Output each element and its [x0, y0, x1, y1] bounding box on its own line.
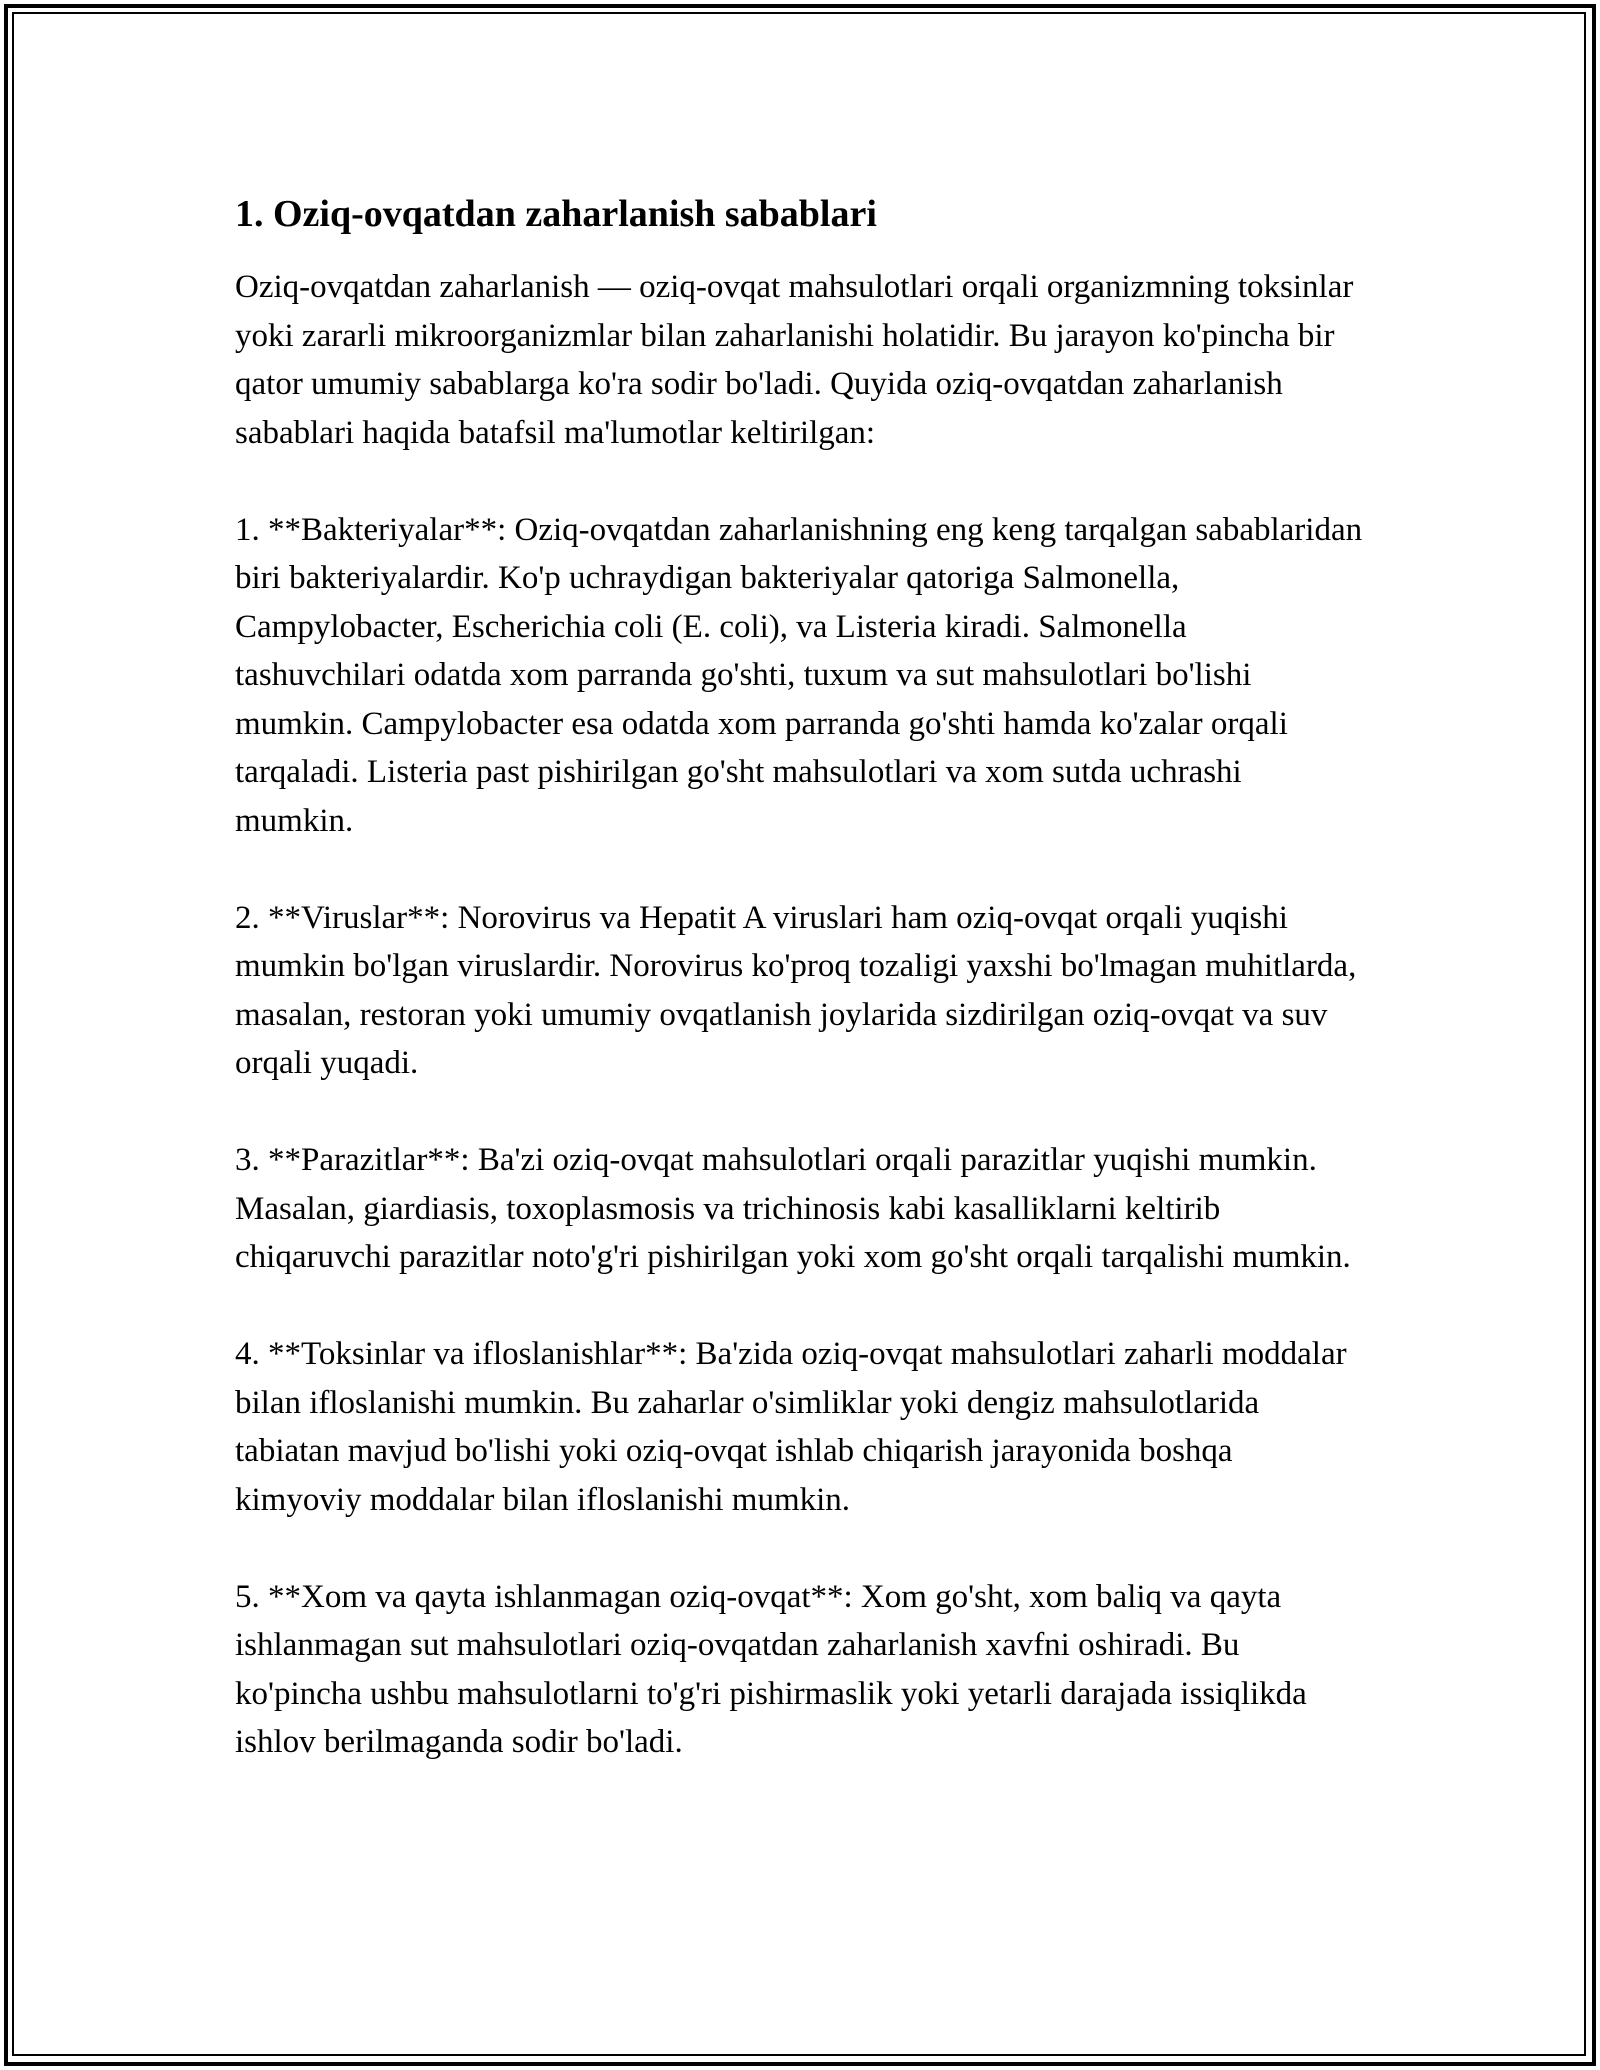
document-body: [235, 190, 1365, 1815]
toxins-paragraph: 4. **Toksinlar va ifloslanishlar**: Ba'zida oziq-ovqat mahsulotlari zaharli moddalar bilan ifloslanishi mumkin. Bu zaharlar o'simliklar yoki dengiz mahsulotlarida tabiatan mavjud bo'lishi yoki oziq-ovqat ishlab chiqarish jarayonida boshqa kimyoviy moddalar bilan ifloslanishi mumkin.: [235, 1336, 1347, 1518]
section-heading: 1. Oziq-ovqatdan zaharlanish sabablari: [235, 193, 877, 235]
viruses-paragraph: 2. **Viruslar**: Norovirus va Hepatit A viruslari ham oziq-ovqat orqali yuqishi mumkin bo'lgan viruslardir. Norovirus ko'proq tozaligi yaxshi bo'lmagan muhitlarda, masalan, restoran yoki umumiy ovqatlanish joylarida sizdirilgan oziq-ovqat va suv orqali yuqadi.: [235, 899, 1357, 1081]
raw-food-paragraph: 5. **Xom va qayta ishlanmagan oziq-ovqat**: Xom go'sht, xom baliq va qayta ishlanmagan sut mahsulotlari oziq-ovqatdan zaharlanish xavfni oshiradi. Bu ko'pincha ushbu mahsulotlarni to'g'ri pishirmaslik yoki yetarli darajada issiqlikda ishlov berilmaganda sodir bo'ladi.: [235, 1578, 1307, 1760]
intro-paragraph: Oziq-ovqatdan zaharlanish — oziq-ovqat mahsulotlari orqali organizmning toksinlar yoki zararli mikroorganizmlar bilan zaharlanishi holatidir. Bu jarayon ko'pincha bir qator umumiy sabablarga ko'ra sodir bo'ladi. Quyida oziq-ovqatdan zaharlanish sabablari haqida batafsil ma'lumotlar keltirilgan:: [235, 269, 1354, 451]
bacteria-paragraph: 1. **Bakteriyalar**: Oziq-ovqatdan zaharlanishning eng keng tarqalgan sabablaridan biri bakteriyalardir. Ko'p uchraydigan bakteriyalar qatoriga Salmonella, Campylobacter, Escherichia coli (E. coli), va Listeria kiradi. Salmonella tashuvchilari odatda xom parranda go'shti, tuxum va sut mahsulotlari bo'lishi mumkin. Campylobacter esa odatda xom parranda go'shti hamda ko'zalar orqali tarqaladi. Listeria past pishirilgan go'sht mahsulotlari va xom sutda uchrashi mumkin.: [235, 511, 1363, 839]
parasites-paragraph: 3. **Parazitlar**: Ba'zi oziq-ovqat mahsulotlari orqali parazitlar yuqishi mumkin. Masalan, giardiasis, toxoplasmosis va trichinosis kabi kasalliklarni keltirib chiqaruvchi parazitlar noto'g'ri pishirilgan yoki xom go'sht orqali tarqalishi mumkin.: [235, 1142, 1351, 1275]
